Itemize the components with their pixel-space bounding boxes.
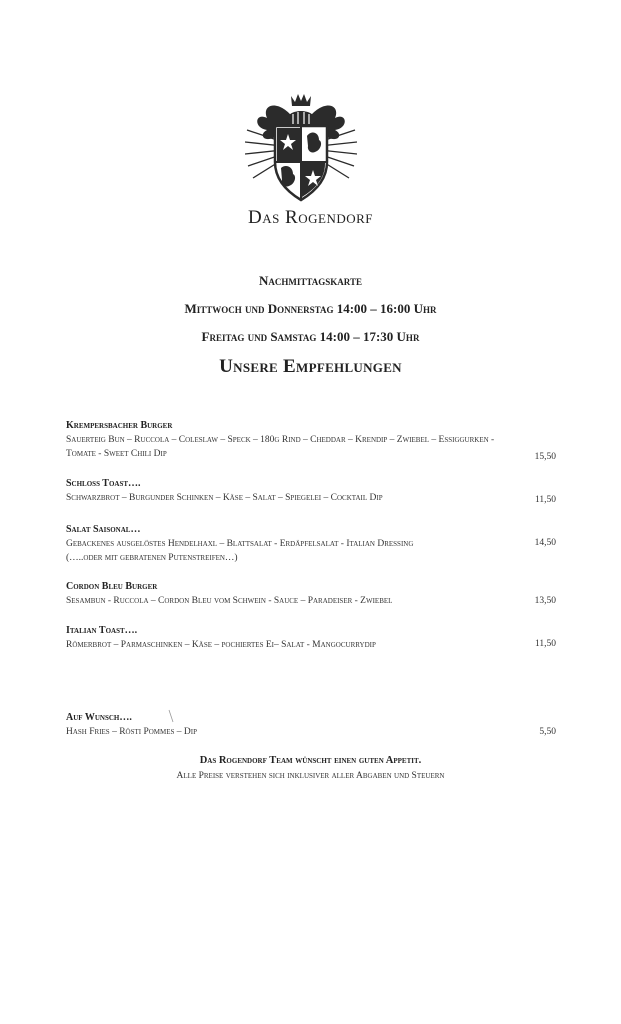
dish-description-alternative: (…..oder mit gebratenen Putenstreifen…) [66,553,238,563]
rogendorf-crest-logo [245,90,357,202]
dish-description: Sesambun - Ruccola – Cordon Bleu vom Schwein - Sauce – Paradeiser - Zwiebel [66,596,393,606]
recommendations-heading: Unsere Empfehlungen [219,356,402,377]
dish-price: 14,50 [534,538,556,548]
opening-hours-wed-thu: Mittwoch und Donnerstag 14:00 – 16:00 Uhr [184,301,437,316]
dish-name: Salat Saisonal… [66,524,141,535]
footer-price-note: Alle Preise verstehen sich inklusiver aller Abgaben und Steuern [176,771,445,781]
footer-greeting: Das Rogendorf Team wünscht einen guten Appetit. [199,755,422,766]
brand-name: Das Rogendorf [247,207,374,228]
dish-description: Schwarzbrot – Burgunder Schinken – Käse – Salat – Spiegelei – Cocktail Dip [66,493,383,503]
dish-italian-toast [66,624,556,652]
dish-krempersbacher-burger [66,419,556,461]
dish-name: Krempersbacher Burger [66,420,173,431]
dish-price: 15,50 [534,452,556,462]
dish-description: Gebackenes ausgelöstes Hendelhaxl – Blattsalat - Erdäpfelsalat - Italian Dressing [66,539,414,549]
dish-salat-saisonal [66,523,556,565]
dish-price: 5,50 [539,727,556,737]
dish-name: Cordon Bleu Burger [66,581,158,592]
menu-title: Nachmittagskarte [259,273,362,288]
dish-auf-wunsch-sides [66,711,556,739]
dish-price: 11,50 [534,639,556,649]
opening-hours-fri-sat: Freitag und Samstag 14:00 – 17:30 Uhr [201,329,420,344]
dish-price: 11,50 [534,495,556,505]
dish-name: Schloss Toast…. [66,478,141,489]
dish-description: Sauerteig Bun – Ruccola – Coleslaw – Speck – 180g Rind – Cheddar – Krendip – Zwiebel – Essiggurken - Tomate - Sweet Chili Dip [66,435,495,459]
dish-description: Römerbrot – Parmaschinken – Käse – pochiertes Ei– Salat - Mangocurrydip [66,640,376,650]
dish-description: Hash Fries – Rösti Pommes – Dip [66,727,197,737]
dish-price: 13,50 [534,596,556,606]
dish-cordon-bleu-burger [66,580,556,608]
dish-schloss-toast [66,477,556,505]
dish-name: Italian Toast…. [66,625,138,636]
dish-name: Auf Wunsch…. [66,712,132,723]
